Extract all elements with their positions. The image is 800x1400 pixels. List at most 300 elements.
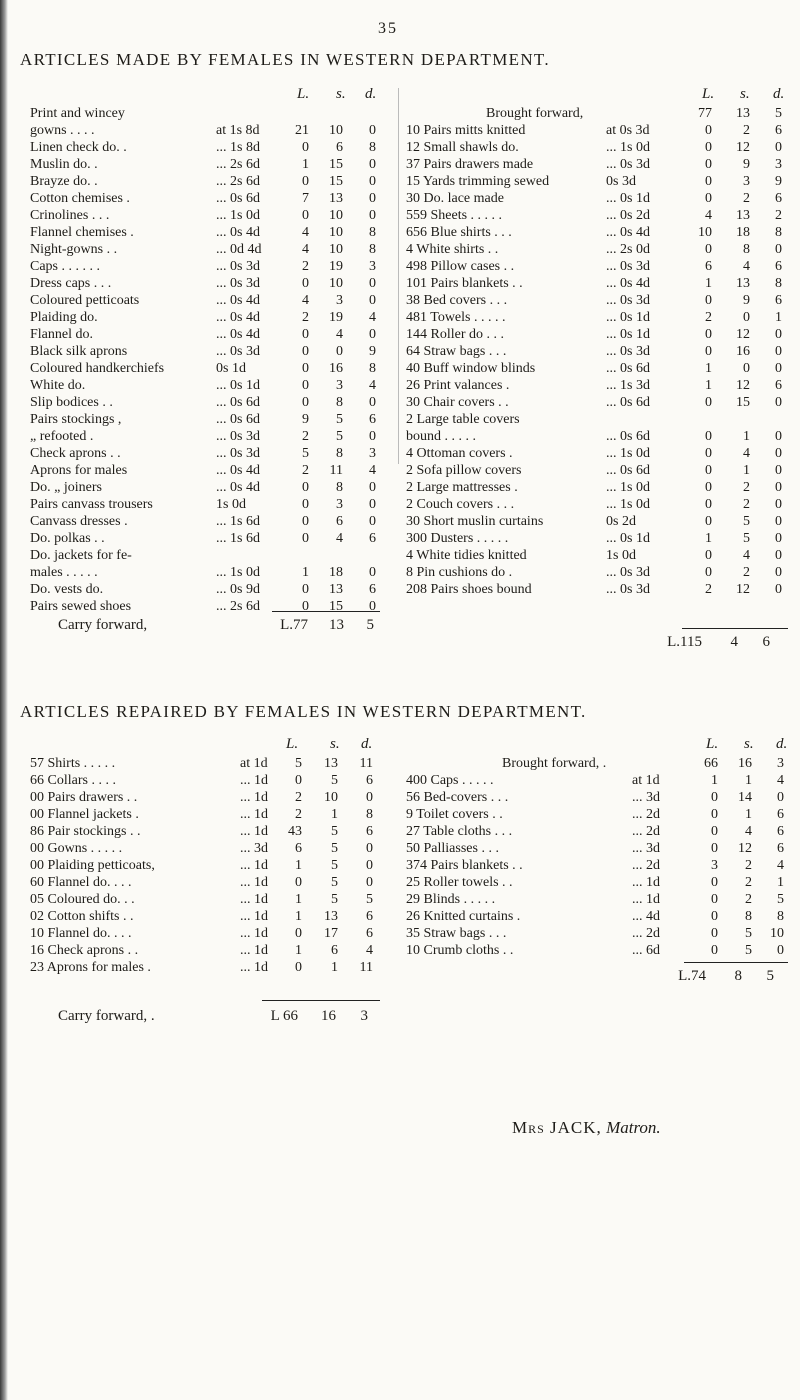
item-rate: ... 0s 1d (606, 327, 650, 342)
item-shillings: 5 (743, 531, 750, 546)
ledger-row (406, 942, 791, 959)
item-shillings: 4 (743, 548, 750, 563)
item-shillings: 0 (743, 361, 750, 376)
ledger-row (30, 874, 382, 891)
item-pounds: 0 (295, 773, 302, 788)
item-label: 30 Chair covers . . (406, 395, 509, 410)
item-pounds: 21 (295, 123, 309, 138)
item-pounds: 0 (705, 429, 712, 444)
pence-header: d. (773, 86, 785, 102)
articles-repaired-right-column (406, 734, 791, 959)
item-label: 144 Roller do . . . (406, 327, 504, 342)
articles-repaired-total (640, 968, 790, 988)
item-pounds: 4 (302, 225, 309, 240)
carry-forward-pence: 3 (360, 1008, 368, 1024)
item-pounds: 0 (295, 926, 302, 941)
ledger-row (406, 343, 791, 360)
item-pence: 0 (775, 327, 782, 342)
item-rate: 0s 2d (606, 514, 636, 529)
item-pounds: 1 (705, 531, 712, 546)
item-shillings: 4 (743, 259, 750, 274)
ledger-row (406, 891, 791, 908)
item-pounds: 0 (705, 548, 712, 563)
item-shillings: 2 (743, 191, 750, 206)
total-pounds: L.74 (678, 968, 706, 984)
item-rate: ... 1s 6d (216, 514, 260, 529)
item-pence: 6 (775, 378, 782, 393)
ledger-row (406, 394, 791, 411)
item-pounds: 43 (288, 824, 302, 839)
item-pounds: 0 (302, 344, 309, 359)
ledger-row (30, 360, 382, 377)
pence-header: d. (361, 736, 373, 752)
item-pounds: 1 (705, 361, 712, 376)
item-shillings: 12 (738, 841, 752, 856)
signature-title: Matron. (606, 1118, 661, 1137)
ledger-row (406, 530, 791, 547)
ledger-row (406, 258, 791, 275)
ledger-row (30, 122, 382, 139)
item-shillings: 13 (329, 191, 343, 206)
item-shillings: 5 (745, 926, 752, 941)
item-shillings: 2 (745, 858, 752, 873)
item-pounds: 0 (705, 514, 712, 529)
item-rate: ... 3d (632, 841, 660, 856)
item-label: 60 Flannel do. . . . (30, 875, 132, 890)
item-pounds: 0 (302, 208, 309, 223)
item-rate: ... 0s 3d (216, 259, 260, 274)
item-pounds: 0 (705, 293, 712, 308)
page-number: 35 (378, 20, 398, 37)
item-shillings: 1 (743, 429, 750, 444)
item-rate: ... 0s 6d (216, 191, 260, 206)
ledger-row (406, 292, 791, 309)
item-label: Brayze do. . (30, 174, 98, 189)
item-rate: ... 0s 6d (606, 463, 650, 478)
item-pounds: 0 (711, 841, 718, 856)
item-rate: ... 0s 3d (606, 582, 650, 597)
carry-forward-line (58, 617, 378, 637)
item-pence: 0 (775, 140, 782, 155)
item-label: White do. (30, 378, 86, 393)
ledger-row (406, 513, 791, 530)
item-rate: ... 1s 0d (606, 497, 650, 512)
item-rate: ... 0s 6d (216, 412, 260, 427)
item-shillings: 8 (336, 395, 343, 410)
item-shillings: 2 (743, 565, 750, 580)
item-rate: 1s 0d (606, 548, 636, 563)
pounds-header: L. (286, 736, 299, 752)
item-pounds: 0 (711, 892, 718, 907)
carry-forward-line (58, 1008, 378, 1028)
carry-forward-shillings: 13 (329, 617, 344, 633)
item-rate: ... 0s 4d (216, 480, 260, 495)
item-pence: 1 (777, 875, 784, 890)
item-rate: ... 1d (240, 943, 268, 958)
item-pounds: 2 (302, 259, 309, 274)
item-shillings: 10 (329, 242, 343, 257)
item-rate: ... 1s 3d (606, 378, 650, 393)
item-pence: 0 (369, 276, 376, 291)
item-pounds: 0 (302, 378, 309, 393)
item-shillings: 9 (743, 157, 750, 172)
ledger-row (30, 173, 382, 190)
item-label: Coloured handkerchiefs (30, 361, 165, 376)
item-rate: ... 0s 1d (216, 378, 260, 393)
item-pounds: 0 (295, 960, 302, 975)
brought-forward-shillings: 13 (736, 106, 750, 121)
item-label: Black silk aprons (30, 344, 128, 359)
ledger-row (406, 925, 791, 942)
item-pence: 0 (775, 463, 782, 478)
ledger-row (406, 445, 791, 462)
item-label: Pairs sewed shoes (30, 599, 132, 614)
item-shillings: 18 (329, 565, 343, 580)
item-rate: ... 0d 4d (216, 242, 262, 257)
item-pence: 0 (366, 858, 373, 873)
item-shillings: 2 (743, 497, 750, 512)
item-pence: 0 (369, 157, 376, 172)
item-shillings: 10 (329, 276, 343, 291)
item-pence: 6 (366, 909, 373, 924)
item-pence: 0 (775, 565, 782, 580)
currency-header (30, 734, 382, 755)
item-pence: 0 (369, 123, 376, 138)
articles-made-total (640, 634, 790, 654)
item-pounds: 2 (295, 807, 302, 822)
item-rate: ... 0s 2d (606, 208, 650, 223)
item-rate: ... 1s 0d (216, 208, 260, 223)
item-pounds: 1 (705, 378, 712, 393)
item-shillings: 8 (336, 480, 343, 495)
item-label: Linen check do. . (30, 140, 127, 155)
item-shillings: 5 (745, 943, 752, 958)
item-shillings: 6 (336, 140, 343, 155)
item-label: Aprons for males (30, 463, 128, 478)
ledger-row (30, 823, 382, 840)
item-pence: 6 (775, 191, 782, 206)
item-pence: 8 (366, 807, 373, 822)
item-pounds: 0 (302, 361, 309, 376)
item-pence: 3 (369, 259, 376, 274)
ledger-row (30, 925, 382, 942)
item-label: 37 Pairs drawers made (406, 157, 534, 172)
brought-forward-row (406, 105, 791, 122)
brought-forward-label: Brought forward, . (502, 756, 607, 771)
item-label: 4 White shirts . . (406, 242, 499, 257)
ledger-row (30, 275, 382, 292)
item-label: 16 Check aprons . . (30, 943, 139, 958)
item-shillings: 10 (329, 208, 343, 223)
item-pounds: 0 (711, 943, 718, 958)
ledger-row (406, 772, 791, 789)
item-pence: 9 (775, 174, 782, 189)
item-rate: at 1s 8d (216, 123, 260, 138)
item-pence: 4 (369, 378, 376, 393)
item-pounds: 0 (302, 140, 309, 155)
currency-header (406, 734, 791, 755)
item-shillings: 15 (329, 174, 343, 189)
item-pounds: 0 (705, 480, 712, 495)
ledger-row (406, 806, 791, 823)
item-label: 25 Roller towels . . (406, 875, 513, 890)
item-label: 559 Sheets . . . . . (406, 208, 503, 223)
item-shillings: 3 (743, 174, 750, 189)
item-shillings: 13 (324, 909, 338, 924)
ledger-row (406, 496, 791, 513)
item-pence: 0 (777, 790, 784, 805)
item-label: 56 Bed-covers . . . (406, 790, 509, 805)
matron-signature (512, 1118, 661, 1138)
item-shillings: 11 (329, 463, 343, 478)
ledger-row (30, 326, 382, 343)
item-label: 38 Bed covers . . . (406, 293, 508, 308)
item-pence: 4 (369, 310, 376, 325)
item-pence: 0 (775, 361, 782, 376)
item-pence: 11 (359, 756, 373, 771)
item-shillings: 3 (336, 293, 343, 308)
item-shillings: 14 (738, 790, 752, 805)
item-pounds: 0 (705, 497, 712, 512)
item-shillings: 0 (336, 344, 343, 359)
item-label: 2 Large table covers (406, 412, 520, 427)
ledger-row (30, 772, 382, 789)
item-pence: 8 (369, 225, 376, 240)
ledger-row (406, 411, 791, 428)
item-rate: ... 2d (632, 926, 660, 941)
item-pence: 6 (369, 531, 376, 546)
item-pence: 11 (359, 960, 373, 975)
item-rate: ... 2d (632, 824, 660, 839)
ledger-row (30, 496, 382, 513)
item-pence: 0 (369, 327, 376, 342)
item-shillings: 1 (743, 463, 750, 478)
item-label: Pairs stockings , (30, 412, 122, 427)
item-pence: 8 (369, 140, 376, 155)
item-pence: 6 (366, 773, 373, 788)
ledger-row (30, 207, 382, 224)
item-pounds: 0 (711, 926, 718, 941)
ledger-row (30, 462, 382, 479)
item-rate: ... 1s 0d (606, 480, 650, 495)
item-label: gowns . . . . (30, 123, 95, 138)
ledger-row (30, 394, 382, 411)
item-pounds: 0 (705, 395, 712, 410)
item-pence: 0 (775, 242, 782, 257)
ledger-row (406, 823, 791, 840)
ledger-row (406, 122, 791, 139)
item-rate: ... 1s 0d (606, 140, 650, 155)
total-pence: 6 (762, 634, 770, 650)
page-binding-edge (0, 0, 8, 1400)
item-rate: ... 2s 6d (216, 174, 260, 189)
item-pounds: 4 (302, 242, 309, 257)
item-shillings: 5 (336, 429, 343, 444)
item-shillings: 13 (736, 276, 750, 291)
total-pence: 5 (766, 968, 774, 984)
item-shillings: 4 (743, 446, 750, 461)
item-shillings: 5 (331, 858, 338, 873)
shillings-header: s. (330, 736, 340, 752)
item-pence: 8 (777, 909, 784, 924)
item-shillings: 2 (745, 892, 752, 907)
item-pounds: 1 (295, 909, 302, 924)
shillings-header: s. (740, 86, 750, 102)
carry-forward-pounds: L 66 (270, 1008, 298, 1024)
item-shillings: 4 (745, 824, 752, 839)
brought-forward-pounds: 66 (704, 756, 718, 771)
ledger-row (30, 959, 382, 976)
item-label: 656 Blue shirts . . . (406, 225, 512, 240)
item-label: Do. jackets for fe- (30, 548, 132, 563)
item-shillings: 10 (324, 790, 338, 805)
item-shillings: 5 (331, 892, 338, 907)
item-rate: ... 0s 4d (606, 225, 650, 240)
item-rate: 0s 3d (606, 174, 636, 189)
item-pence: 0 (366, 790, 373, 805)
item-label: males . . . . . (30, 565, 98, 580)
ledger-row (30, 139, 382, 156)
item-rate: at 1d (240, 756, 268, 771)
item-pounds: 0 (302, 174, 309, 189)
ledger-row (30, 377, 382, 394)
item-pounds: 0 (705, 191, 712, 206)
item-rate: ... 1d (240, 892, 268, 907)
item-pence: 0 (369, 429, 376, 444)
item-rate: ... 1s 6d (216, 531, 260, 546)
item-pounds: 6 (705, 259, 712, 274)
item-shillings: 16 (329, 361, 343, 376)
ledger-row (406, 309, 791, 326)
ledger-row (30, 479, 382, 496)
item-pence: 8 (369, 242, 376, 257)
item-rate: ... 0s 4d (216, 225, 260, 240)
item-shillings: 15 (329, 599, 343, 614)
brought-forward-shillings: 16 (738, 756, 752, 771)
item-pence: 0 (369, 565, 376, 580)
section-title-articles-made: ARTICLES MADE BY FEMALES IN WESTERN DEPARTMENT. (20, 50, 550, 69)
item-label: 10 Flannel do. . . . (30, 926, 132, 941)
item-rate: ... 0s 6d (216, 395, 260, 410)
item-pence: 6 (366, 824, 373, 839)
ledger-row (406, 360, 791, 377)
item-shillings: 5 (331, 773, 338, 788)
item-label: 02 Cotton shifts . . (30, 909, 134, 924)
item-shillings: 13 (736, 208, 750, 223)
item-pounds: 0 (705, 463, 712, 478)
item-rate: ... 2s 0d (606, 242, 650, 257)
item-label: Do. polkas . . (30, 531, 105, 546)
item-label: 4 Ottoman covers . (406, 446, 513, 461)
ledger-row (30, 806, 382, 823)
item-shillings: 19 (329, 259, 343, 274)
ledger-row (30, 598, 382, 615)
ledger-row (406, 377, 791, 394)
item-label: 12 Small shawls do. (406, 140, 519, 155)
item-rate: ... 0s 3d (216, 429, 260, 444)
pence-header: d. (365, 86, 377, 102)
item-label: 35 Straw bags . . . (406, 926, 507, 941)
item-label: 481 Towels . . . . . (406, 310, 506, 325)
item-rate: ... 1d (240, 909, 268, 924)
item-rate: ... 0s 4d (216, 310, 260, 325)
item-label: 2 Sofa pillow covers (406, 463, 522, 478)
item-shillings: 12 (736, 140, 750, 155)
ledger-row (30, 942, 382, 959)
item-pence: 0 (369, 395, 376, 410)
item-pounds: 0 (302, 582, 309, 597)
ledger-row (30, 530, 382, 547)
brought-forward-pence: 5 (775, 106, 782, 121)
item-shillings: 8 (336, 446, 343, 461)
item-pounds: 0 (711, 790, 718, 805)
item-pence: 0 (366, 875, 373, 890)
item-label: Flannel chemises . (30, 225, 134, 240)
item-rate: 0s 1d (216, 361, 246, 376)
ledger-row (406, 789, 791, 806)
articles-repaired-left-column (30, 734, 382, 976)
item-pence: 0 (775, 344, 782, 359)
item-label: 2 Couch covers . . . (406, 497, 515, 512)
item-rate: ... 0s 3d (606, 293, 650, 308)
item-rate: ... 1d (240, 790, 268, 805)
total-shillings: 4 (730, 634, 738, 650)
item-shillings: 2 (745, 875, 752, 890)
total-rule (682, 628, 788, 629)
item-rate: ... 0s 4d (606, 276, 650, 291)
item-label: 00 Gowns . . . . . (30, 841, 123, 856)
currency-header (406, 84, 791, 105)
shillings-header: s. (744, 736, 754, 752)
ledger-row (30, 190, 382, 207)
item-pounds: 2 (302, 429, 309, 444)
ledger-row (406, 275, 791, 292)
item-pounds: 1 (295, 858, 302, 873)
item-rate: ... 1d (240, 858, 268, 873)
ledger-row (30, 840, 382, 857)
item-pence: 0 (369, 497, 376, 512)
ledger-row (30, 292, 382, 309)
item-pence: 1 (775, 310, 782, 325)
item-pence: 6 (777, 807, 784, 822)
item-pence: 0 (369, 480, 376, 495)
item-shillings: 19 (329, 310, 343, 325)
ledger-row (406, 857, 791, 874)
item-label: Cotton chemises . (30, 191, 130, 206)
item-shillings: 4 (336, 327, 343, 342)
ledger-row (406, 326, 791, 343)
item-pounds: 1 (705, 276, 712, 291)
ledger-row (406, 207, 791, 224)
item-label: Print and wincey (30, 106, 125, 121)
item-pounds: 0 (711, 807, 718, 822)
item-shillings: 10 (329, 123, 343, 138)
item-rate: ... 2d (632, 858, 660, 873)
carry-forward-pence: 5 (366, 617, 374, 633)
ledger-row (30, 445, 382, 462)
item-label: 10 Crumb cloths . . (406, 943, 514, 958)
item-shillings: 3 (336, 497, 343, 512)
item-pounds: 0 (302, 327, 309, 342)
item-label: 66 Collars . . . . (30, 773, 116, 788)
ledger-row (406, 564, 791, 581)
ledger-row (30, 309, 382, 326)
articles-made-left-column (30, 84, 382, 615)
item-shillings: 17 (324, 926, 338, 941)
ledger-row (406, 462, 791, 479)
ledger-row (406, 908, 791, 925)
carry-forward-pounds: L.77 (280, 617, 308, 633)
